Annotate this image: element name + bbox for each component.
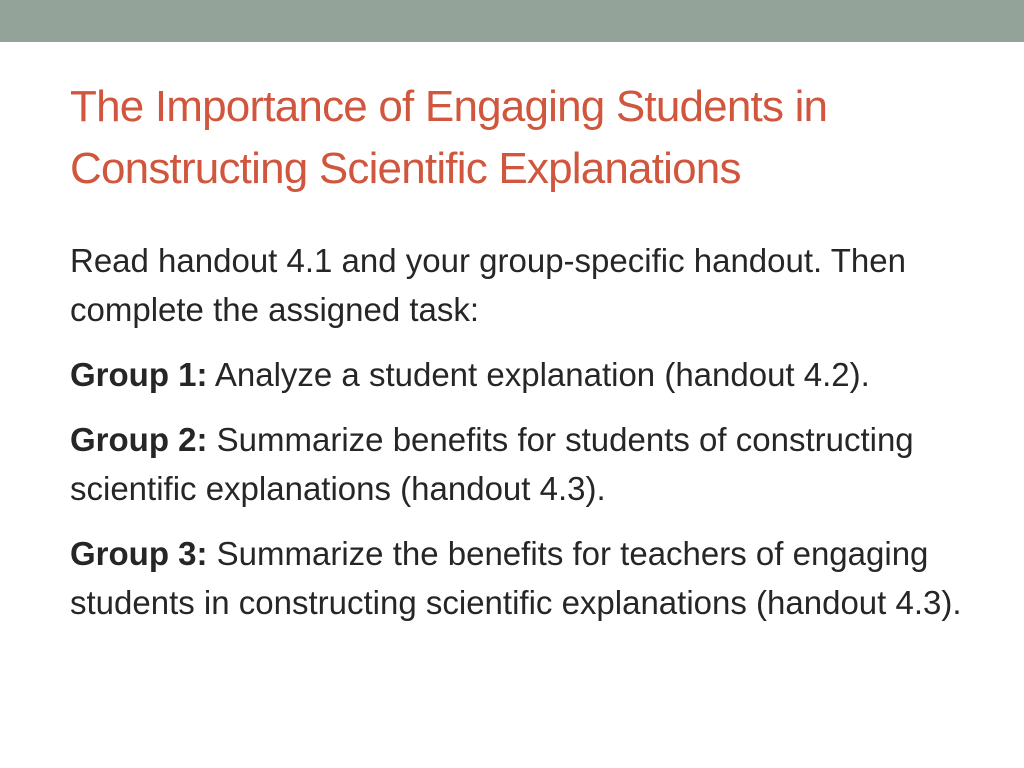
group-3-text: Summarize the benefits for teachers of engaging students in constructing scientific explanations (handout 4.3). <box>70 535 962 621</box>
group-2-label: Group 2: <box>70 421 208 458</box>
intro-text: Read handout 4.1 and your group-specific handout. Then complete the assigned task: <box>70 242 906 328</box>
group-1-text: Analyze a student explanation (handout 4.2). <box>207 356 870 393</box>
slide-body <box>70 236 990 643</box>
group-2-task <box>70 415 990 513</box>
group-3-task <box>70 529 990 627</box>
top-accent-bar <box>0 0 1024 42</box>
group-2-text: Summarize benefits for students of constructing scientific explanations (handout 4.3). <box>70 421 914 507</box>
group-1-label: Group 1: <box>70 356 208 393</box>
group-3-label: Group 3: <box>70 535 208 572</box>
slide-title: The Importance of Engaging Students in Constructing Scientific Explanations <box>70 82 828 193</box>
group-1-task <box>70 350 990 399</box>
